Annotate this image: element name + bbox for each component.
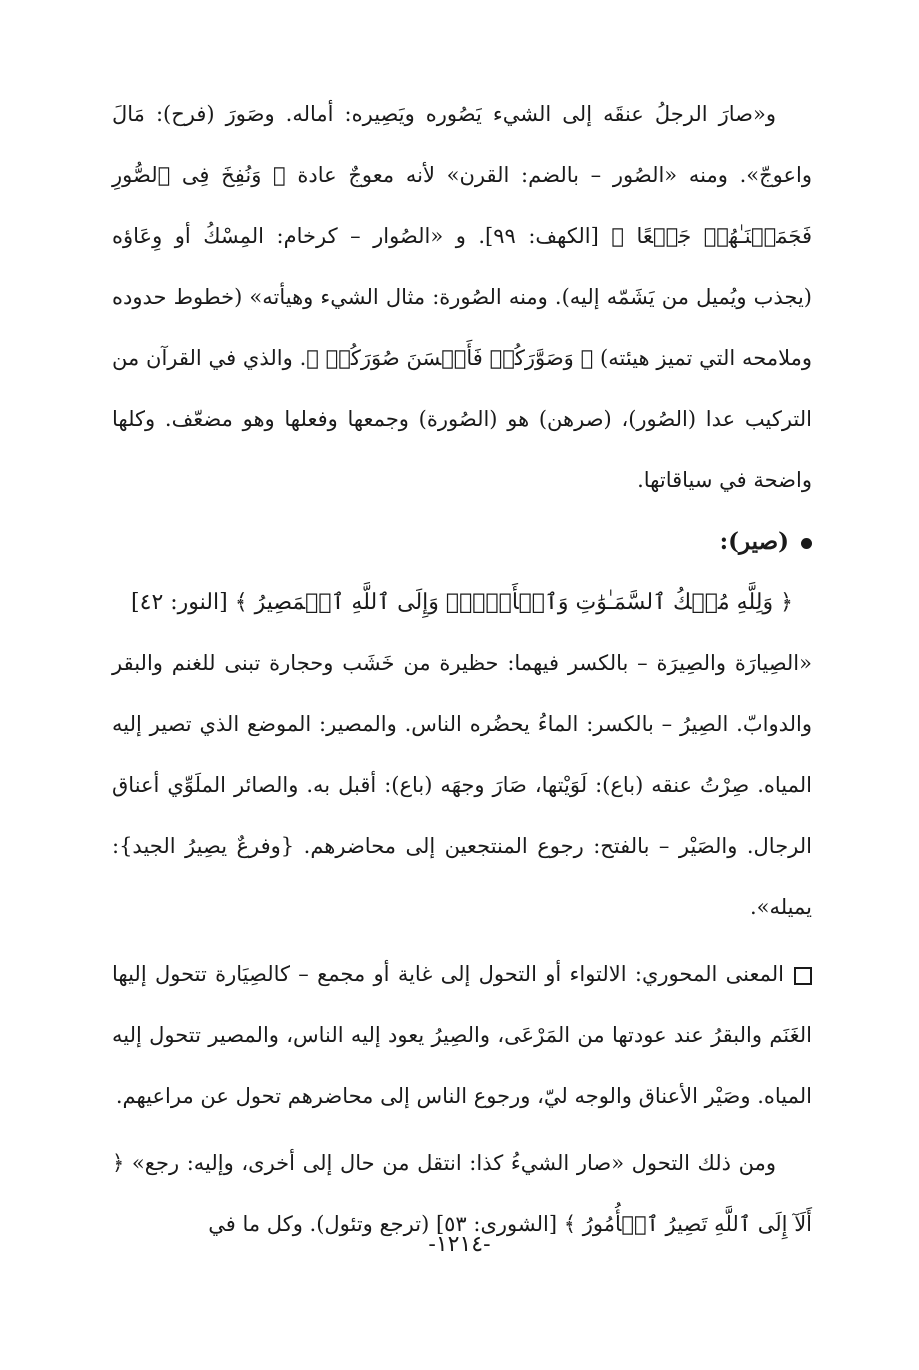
bullet-icon — [801, 538, 812, 549]
entry-heading — [112, 511, 812, 572]
paragraph-core-meaning — [112, 944, 812, 1127]
page-number: -١٢١٤- — [428, 1232, 491, 1257]
square-outline-icon — [794, 967, 812, 985]
paragraph-siyara: «الصِيارَة والصِيرَة – بالكسر فيهما: حظيرة من خَشَب وحجارة تبنى للغنم والبقر والدوابّ. الصِيرُ – بالكسر: الماءُ يحضُره الناس. والمصير: الموضع الذي تصير إليه المياه. صِرْتُ عنقه (باع): لَوَيْتها، صَارَ وجهَه (باع): أقبل به. والصائر الملَوِّي أعناق الرجال. والصَيْر – بالفتح: رجوع المنتجعين إلى محاضرهم. {وفرعٌ يصِيرُ الجيد}: يميله». — [112, 651, 812, 919]
paragraph-sara: ومن ذلك التحول «صار الشيءُ كذا: انتقل من حال إلى أخرى، وإليه: رجع» ﴿ أَلَآ إِلَى ٱللَّهِ تَصِيرُ ٱلۡأُمُورُ ﴾ [الشورى: ٥٣] (ترجع وتئول). وكل ما في — [112, 1151, 812, 1236]
paragraph-core-meaning-text: المعنى المحوري: الالتواء أو التحول إلى غاية أو مجمع – كالصِيَارة تتحول إليها الغَنَم والبقرُ عند عودتها من المَرْعَى، والصِيرُ يعود إليه الناس، والمصير تتحول إليه المياه. وصَيْر الأعناق والوجه ليّ، ورجوع الناس إلى محاضرهم تحول عن مراعيهم. — [112, 962, 812, 1108]
paragraph-suwar: و«صارَ الرجلُ عنقَه إلى الشيء يَصُوره ويَصِيره: أماله. وصَورَ (فرح): مَالَ واعوجّ». ومنه «الصُور – بالضم: القرن» لأنه معوجٌ عادة ﴿ وَنُفِخَ فِى ٱلصُّورِ فَجَمَعۡنَـٰهُمۡ جَمۡعًا ﴾ [الكهف: ٩٩]. و «الصُوار – كرخام: المِسْكُ أو وِعَاؤه (يجذب ويُميل من يَشَمّه إليه). ومنه الصُورة: مثال الشيء وهيأته» (خطوط حدوده وملامحه التي تميز هيئته) ﴿ وَصَوَّرَكُمۡ فَأَحۡسَنَ صُوَرَكُمۡ ﴾. والذي في القرآن من التركيب عدا (الصُور)، (صرهن) هو (الصُورة) وجمعها وفعلها وهو مضعّف. وكلها واضحة في سياقاتها. — [112, 102, 812, 492]
quran-verse: ﴿ وَلِلَّهِ مُلۡكُ ٱلسَّمَـٰوَٰتِ وَٱلۡأَرۡضِۖ وَإِلَى ٱللَّهِ ٱلۡمَصِيرُ ﴾ [النور: ٤٢] — [131, 590, 793, 615]
page-body — [112, 84, 812, 1255]
entry-heading-label: (صير): — [719, 528, 789, 555]
